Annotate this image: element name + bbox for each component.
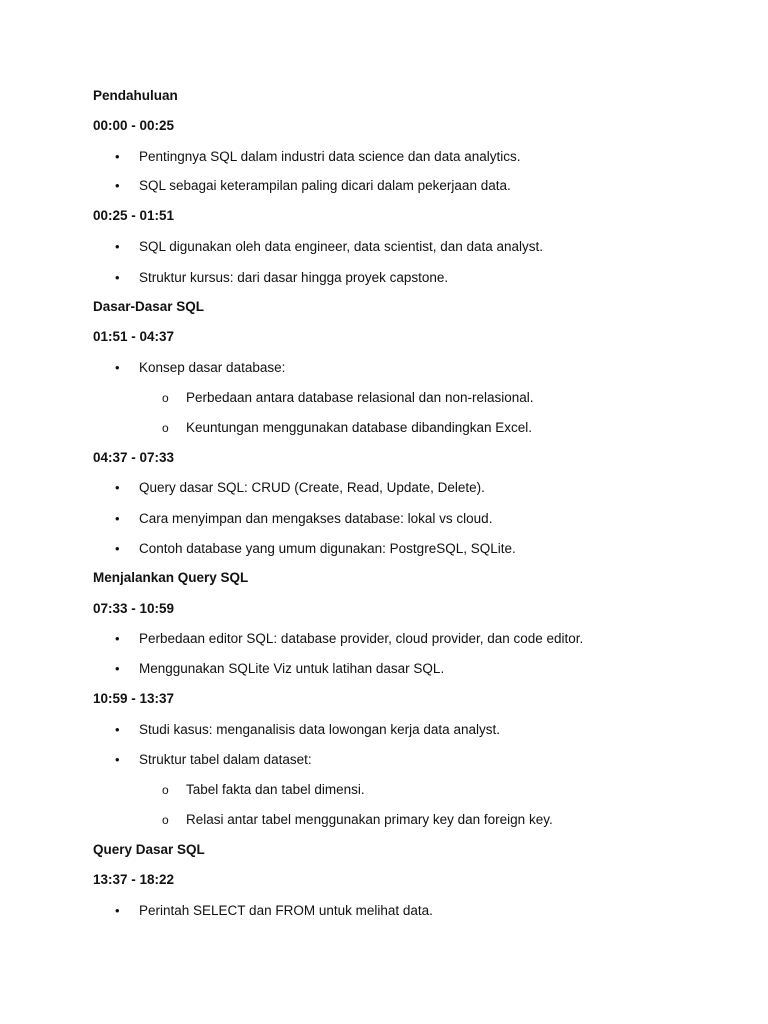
subbullet-marker: o: [162, 391, 169, 405]
section-heading: Query Dasar SQL: [93, 842, 205, 857]
timestamp-heading: 00:25 - 01:51: [93, 208, 175, 223]
bullet-marker: •: [115, 480, 120, 495]
bullet-marker: •: [115, 631, 120, 646]
timestamp-heading: 04:37 - 07:33: [93, 450, 175, 465]
list-item: Menggunakan SQLite Viz untuk latihan dasar SQL.: [139, 661, 445, 676]
list-item: Struktur tabel dalam dataset:: [139, 752, 312, 767]
timestamp-heading: 13:37 - 18:22: [93, 872, 175, 887]
section-heading: Menjalankan Query SQL: [93, 570, 249, 585]
bullet-marker: •: [115, 541, 120, 556]
subbullet-marker: o: [162, 421, 169, 435]
bullet-marker: •: [115, 722, 120, 737]
bullet-marker: •: [115, 178, 120, 193]
sub-list-item: Tabel fakta dan tabel dimensi.: [186, 782, 365, 797]
list-item: Studi kasus: menganalisis data lowongan kerja data analyst.: [139, 722, 500, 737]
timestamp-heading: 01:51 - 04:37: [93, 329, 175, 344]
bullet-marker: •: [115, 511, 120, 526]
list-item: Perbedaan editor SQL: database provider, cloud provider, dan code editor.: [139, 631, 584, 646]
sub-list-item: Keuntungan menggunakan database dibandingkan Excel.: [186, 420, 533, 435]
list-item: Konsep dasar database:: [139, 360, 286, 375]
subbullet-marker: o: [162, 783, 169, 797]
list-item: SQL sebagai keterampilan paling dicari dalam pekerjaan data.: [139, 178, 511, 193]
list-item: Query dasar SQL: CRUD (Create, Read, Update, Delete).: [139, 480, 485, 495]
timestamp-heading: 00:00 - 00:25: [93, 118, 175, 133]
bullet-marker: •: [115, 661, 120, 676]
bullet-marker: •: [115, 149, 120, 164]
list-item: Pentingnya SQL dalam industri data science dan data analytics.: [139, 149, 521, 164]
list-item: SQL digunakan oleh data engineer, data scientist, dan data analyst.: [139, 239, 544, 254]
bullet-marker: •: [115, 270, 120, 285]
list-item: Contoh database yang umum digunakan: PostgreSQL, SQLite.: [139, 541, 516, 556]
list-item: Perintah SELECT dan FROM untuk melihat data.: [139, 903, 433, 918]
section-heading: Dasar-Dasar SQL: [93, 299, 205, 314]
bullet-marker: •: [115, 903, 120, 918]
list-item: Cara menyimpan dan mengakses database: lokal vs cloud.: [139, 511, 493, 526]
sub-list-item: Perbedaan antara database relasional dan non-relasional.: [186, 390, 534, 405]
sub-list-item: Relasi antar tabel menggunakan primary key dan foreign key.: [186, 812, 553, 827]
section-heading: Pendahuluan: [93, 88, 178, 103]
bullet-marker: •: [115, 360, 120, 375]
timestamp-heading: 10:59 - 13:37: [93, 691, 175, 706]
bullet-marker: •: [115, 752, 120, 767]
bullet-marker: •: [115, 239, 120, 254]
timestamp-heading: 07:33 - 10:59: [93, 601, 175, 616]
subbullet-marker: o: [162, 813, 169, 827]
list-item: Struktur kursus: dari dasar hingga proyek capstone.: [139, 270, 449, 285]
